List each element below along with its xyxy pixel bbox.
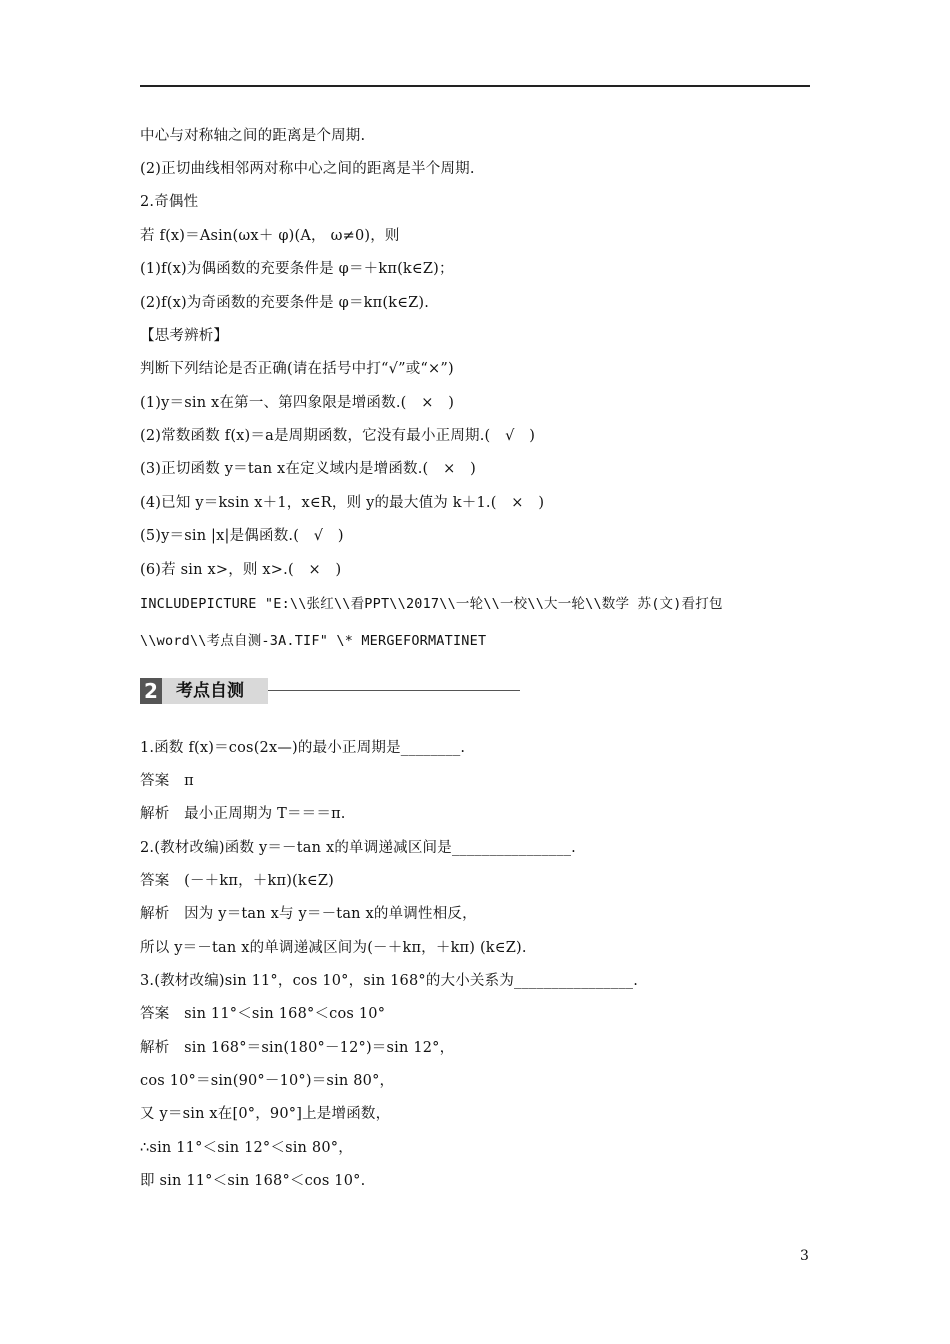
judgement-item: (2)常数函数 f(x)＝a是周期函数，它没有最小正周期.( √ ) xyxy=(140,428,536,444)
field-code-line: \\word\\考点自测-3A.TIF" \* MERGEFORMATINET xyxy=(140,633,487,649)
analysis: 解析 最小正周期为 T＝＝＝π. xyxy=(140,806,346,822)
section-title: 考点自测 xyxy=(162,678,268,704)
question: 3.(教材改编)sin 11°，cos 10°，sin 168°的大小关系为________________. xyxy=(140,973,639,989)
answer: 答案 (－＋kπ，＋kπ)(k∈Z) xyxy=(140,873,334,889)
page-number: 3 xyxy=(800,1248,809,1264)
analysis: 即 sin 11°＜sin 168°＜cos 10°. xyxy=(140,1173,366,1189)
judgement-item: (3)正切函数 y＝tan x在定义域内是增函数.( × ) xyxy=(140,461,477,477)
text-line: 若 f(x)＝Asin(ωx＋ φ)(A， ω≠0)，则 xyxy=(140,228,400,244)
answer: 答案 sin 11°＜sin 168°＜cos 10° xyxy=(140,1006,386,1022)
analysis: cos 10°＝sin(90°－10°)＝sin 80°， xyxy=(140,1073,395,1089)
text-line: 判断下列结论是否正确(请在括号中打“√”或“×”) xyxy=(140,361,454,377)
answer: 答案 π xyxy=(140,773,194,789)
question: 2.(教材改编)函数 y＝－tan x的单调递减区间是________________. xyxy=(140,840,576,856)
text-line: (2)f(x)为奇函数的充要条件是 φ＝kπ(k∈Z). xyxy=(140,295,430,311)
judgement-item: (4)已知 y＝ksin x＋1，x∈R，则 y的最大值为 k＋1.( × ) xyxy=(140,495,545,511)
text-line: 中心与对称轴之间的距离是个周期. xyxy=(140,128,366,144)
field-code-line: INCLUDEPICTURE "E:\\张红\\看PPT\\2017\\一轮\\一校\\大一轮\\数学 苏(文)看打包 xyxy=(140,596,723,612)
analysis: ∴sin 11°＜sin 12°＜sin 80°， xyxy=(140,1140,353,1156)
judgement-item: (6)若 sin x>，则 x>.( × ) xyxy=(140,562,342,578)
section-rule xyxy=(268,690,520,691)
heading-thinking: 【思考辨析】 xyxy=(140,328,229,344)
question: 1.函数 f(x)＝cos(2x—)的最小正周期是________. xyxy=(140,740,466,756)
analysis: 解析 因为 y＝tan x与 y＝－tan x的单调性相反， xyxy=(140,906,477,922)
analysis: 解析 sin 168°＝sin(180°－12°)＝sin 12°， xyxy=(140,1040,455,1056)
section-number: 2 xyxy=(140,678,162,704)
analysis: 所以 y＝－tan x的单调递减区间为(－＋kπ，＋kπ) (k∈Z). xyxy=(140,940,527,956)
section-header xyxy=(140,678,520,704)
judgement-item: (1)y＝sin x在第一、第四象限是增函数.( × ) xyxy=(140,395,455,411)
text-line: (1)f(x)为偶函数的充要条件是 φ＝＋kπ(k∈Z)； xyxy=(140,261,454,277)
text-line: (2)正切曲线相邻两对称中心之间的距离是半个周期. xyxy=(140,161,475,177)
heading-parity: 2.奇偶性 xyxy=(140,194,199,210)
analysis: 又 y＝sin x在[0°，90°]上是增函数， xyxy=(140,1106,391,1122)
header-rule xyxy=(140,85,810,87)
judgement-item: (5)y＝sin |x|是偶函数.( √ ) xyxy=(140,528,344,544)
